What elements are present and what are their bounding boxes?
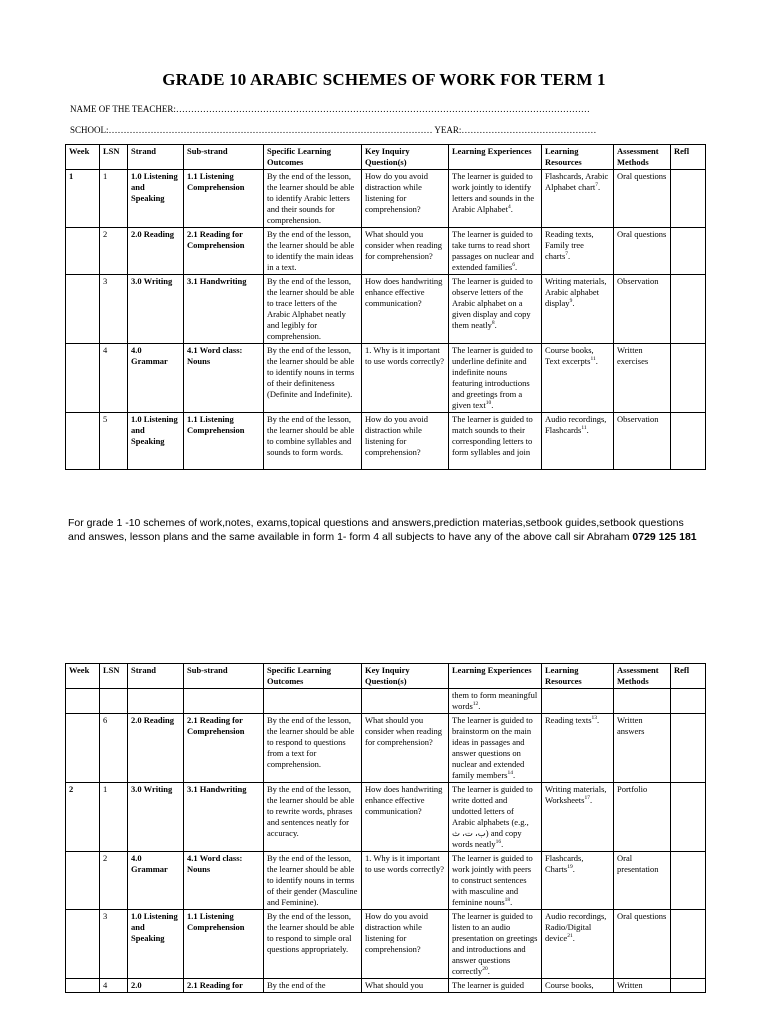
cell-lsn: 1	[100, 783, 128, 852]
footnote-ref: 21	[567, 933, 573, 940]
cell-inquiry: How do you avoid distraction while listening for comprehension?	[362, 170, 449, 228]
cell-refl	[671, 910, 706, 979]
footnote-ref: 16	[495, 839, 502, 846]
cell-refl	[671, 979, 706, 993]
table-row	[66, 714, 706, 783]
table-row	[66, 689, 706, 714]
cell-assessment: Written answers	[614, 714, 671, 783]
footnote-ref: 10	[485, 400, 492, 407]
cell-lsn: 2	[100, 852, 128, 910]
cell-inquiry: How does handwriting enhance effective communication?	[362, 783, 449, 852]
table-row	[66, 275, 706, 344]
promo-text: For grade 1 -10 schemes of work,notes, exams,topical questions and answers,prediction materias,setbook guides,setbook questions and answes, lesson plans and the same available in form 1- form 4 all subjects to have any of the above call sir Abraham	[68, 517, 684, 543]
footnote-ref: 14	[507, 770, 513, 777]
table-row	[66, 910, 706, 979]
cell-lsn: 6	[100, 714, 128, 783]
cell-resources: Writing materials, Worksheets$^{17}$.	[542, 783, 614, 852]
cell-resources	[542, 689, 614, 714]
cell-week	[66, 344, 100, 413]
footnote-ref: 11	[590, 356, 596, 363]
cell-assessment: Oral questions	[614, 228, 671, 275]
cell-lsn	[100, 689, 128, 714]
cell-resources: Writing materials, Arabic alphabet display$^9$.	[542, 275, 614, 344]
header-refl: Refl	[671, 664, 706, 689]
cell-outcomes: By the end of the lesson, the learner should be able to identify nouns in terms of their definiteness (Definite and Indefinite).	[264, 344, 362, 413]
cell-strand: 2.0	[128, 979, 184, 993]
cell-strand: 4.0 Grammar	[128, 852, 184, 910]
cell-substrand: 2.1 Reading for	[184, 979, 264, 993]
cell-resources: Audio recordings, Radio/Digital device$^{21}$.	[542, 910, 614, 979]
cell-experiences: The learner is guided to take turns to read short passages on nuclear and extended families$^6$.	[449, 228, 542, 275]
cell-experiences: The learner is guided to observe letters of the Arabic alphabet on a given display and copy them neatly$^8$.	[449, 275, 542, 344]
footnote-ref: 12	[472, 701, 479, 708]
cell-week	[66, 275, 100, 344]
cell-strand	[128, 689, 184, 714]
cell-week	[66, 413, 100, 470]
cell-assessment: Written exercises	[614, 344, 671, 413]
cell-inquiry	[362, 689, 449, 714]
table-header-row	[66, 145, 706, 170]
cell-substrand: 2.1 Reading for Comprehension	[184, 228, 264, 275]
cell-outcomes: By the end of the lesson, the learner should be able to respond to simple oral questions appropriately.	[264, 910, 362, 979]
scheme-table-2	[65, 663, 706, 993]
footnote-ref: 4	[507, 204, 511, 211]
cell-resources: Flashcards, Arabic Alphabet chart$^7$.	[542, 170, 614, 228]
header-outcomes: Specific Learning Outcomes	[264, 145, 362, 170]
cell-week	[66, 979, 100, 993]
cell-lsn: 2	[100, 228, 128, 275]
cell-week	[66, 228, 100, 275]
cell-inquiry: 1. Why is it important to use words correctly?	[362, 344, 449, 413]
table-row	[66, 228, 706, 275]
header-outcomes: Specific Learning Outcomes	[264, 664, 362, 689]
cell-strand: 1.0 Listening and Speaking	[128, 170, 184, 228]
cell-outcomes: By the end of the lesson, the learner should be able to combine syllables and sounds to form words.	[264, 413, 362, 470]
cell-outcomes: By the end of the lesson, the learner should be able to rewrite words, phrases and sentences neatly for accuracy.	[264, 783, 362, 852]
cell-refl	[671, 413, 706, 470]
table-header-row	[66, 664, 706, 689]
cell-strand: 1.0 Listening and Speaking	[128, 413, 184, 470]
cell-assessment: Oral questions	[614, 170, 671, 228]
cell-lsn: 5	[100, 413, 128, 470]
footnote-ref: 9	[569, 298, 573, 305]
cell-assessment: Observation	[614, 275, 671, 344]
header-substrand: Sub-strand	[184, 145, 264, 170]
cell-refl	[671, 228, 706, 275]
table-row	[66, 852, 706, 910]
footnote-ref: 8	[491, 320, 495, 327]
cell-substrand: 2.1 Reading for Comprehension	[184, 714, 264, 783]
school-year-field: SCHOOL:……………………………………………………………………………………………… YEAR:………………………………………	[70, 125, 597, 135]
cell-assessment: Oral questions	[614, 910, 671, 979]
cell-experiences: The learner is guided to work jointly to identify letters and sounds in the Arabic Alphabet$^4$.	[449, 170, 542, 228]
cell-outcomes: By the end of the lesson, the learner should be able to trace letters of the Arabic Alphabet neatly and legibly for comprehension.	[264, 275, 362, 344]
cell-substrand	[184, 689, 264, 714]
cell-substrand: 4.1 Word class: Nouns	[184, 344, 264, 413]
cell-substrand: 1.1 Listening Comprehension	[184, 910, 264, 979]
cell-assessment: Portfolio	[614, 783, 671, 852]
cell-lsn: 4	[100, 344, 128, 413]
header-experiences: Learning Experiences	[449, 664, 542, 689]
cell-refl	[671, 852, 706, 910]
cell-assessment: Oral presentation	[614, 852, 671, 910]
cell-strand: 1.0 Listening and Speaking	[128, 910, 184, 979]
footnote-ref: 7	[565, 251, 569, 258]
header-inquiry: Key Inquiry Question(s)	[362, 145, 449, 170]
cell-outcomes: By the end of the lesson, the learner should be able to identify the main ideas in a text.	[264, 228, 362, 275]
header-substrand: Sub-strand	[184, 664, 264, 689]
cell-refl	[671, 783, 706, 852]
cell-strand: 4.0 Grammar	[128, 344, 184, 413]
cell-lsn: 1	[100, 170, 128, 228]
cell-experiences: The learner is guided to brainstorm on the main ideas in passages and answer questions on nuclear and extended family members$^{14}$.	[449, 714, 542, 783]
footnote-ref: 7	[595, 182, 599, 189]
header-experiences: Learning Experiences	[449, 145, 542, 170]
cell-week: 2	[66, 783, 100, 852]
footnote-ref: 6	[512, 262, 515, 269]
cell-resources: Course books, Text excerpts$^{11}$.	[542, 344, 614, 413]
cell-resources: Reading texts$^{13}$.	[542, 714, 614, 783]
cell-inquiry: What should you consider when reading for comprehension?	[362, 228, 449, 275]
cell-week	[66, 852, 100, 910]
footnote-ref: 11	[581, 425, 587, 432]
cell-assessment: Written	[614, 979, 671, 993]
cell-experiences: The learner is guided to underline definite and indefinite nouns featuring introductions and greetings from a given text$^{10}$.	[449, 344, 542, 413]
footnote-ref: 13	[591, 715, 598, 722]
cell-resources: Reading texts, Family tree charts$^7$.	[542, 228, 614, 275]
cell-inquiry: What should you consider when reading for comprehension?	[362, 714, 449, 783]
scheme-table-1	[65, 144, 706, 470]
cell-resources: Flashcards, Charts$^{19}$.	[542, 852, 614, 910]
footnote-ref: 17	[584, 795, 590, 802]
header-assessment: Assessment Methods	[614, 664, 671, 689]
cell-week	[66, 910, 100, 979]
cell-strand: 3.0 Writing	[128, 275, 184, 344]
cell-refl	[671, 344, 706, 413]
header-lsn: LSN	[100, 145, 128, 170]
cell-inquiry: How do you avoid distraction while listening for comprehension?	[362, 413, 449, 470]
table-row	[66, 344, 706, 413]
cell-substrand: 1.1 Listening Comprehension	[184, 413, 264, 470]
header-inquiry: Key Inquiry Question(s)	[362, 664, 449, 689]
table-row	[66, 170, 706, 228]
header-assessment: Assessment Methods	[614, 145, 671, 170]
promo-note	[68, 516, 698, 544]
cell-strand: 2.0 Reading	[128, 228, 184, 275]
header-resources: Learning Resources	[542, 664, 614, 689]
cell-strand: 2.0 Reading	[128, 714, 184, 783]
cell-inquiry: What should you	[362, 979, 449, 993]
header-strand: Strand	[128, 145, 184, 170]
table-row	[66, 979, 706, 993]
cell-outcomes	[264, 689, 362, 714]
table-row	[66, 413, 706, 470]
cell-experiences: them to form meaningful words$^{12}$.	[449, 689, 542, 714]
cell-lsn: 4	[100, 979, 128, 993]
teacher-name-field: NAME OF THE TEACHER:…………………………………………………………………………………………………………………………	[70, 104, 590, 114]
cell-assessment: Observation	[614, 413, 671, 470]
cell-strand: 3.0 Writing	[128, 783, 184, 852]
cell-outcomes: By the end of the lesson, the learner should be able to identify nouns in terms of their gender (Masculine and Feminine).	[264, 852, 362, 910]
cell-week	[66, 689, 100, 714]
footnote-ref: 19	[567, 864, 573, 871]
cell-resources: Course books,	[542, 979, 614, 993]
cell-experiences: The learner is guided	[449, 979, 542, 993]
page-title: GRADE 10 ARABIC SCHEMES OF WORK FOR TERM 1	[162, 70, 606, 89]
footnote-ref: 20	[482, 966, 488, 973]
cell-experiences: The learner is guided to match sounds to their corresponding letters to form syllables and join	[449, 413, 542, 470]
header-refl: Refl	[671, 145, 706, 170]
cell-refl	[671, 275, 706, 344]
header-week: Week	[66, 145, 100, 170]
cell-inquiry: How does handwriting enhance effective communication?	[362, 275, 449, 344]
cell-experiences: The learner is guided to work jointly with peers to construct sentences with masculine and feminine nouns$^{18}$.	[449, 852, 542, 910]
cell-outcomes: By the end of the lesson, the learner should be able to identify Arabic letters and their sounds for comprehension.	[264, 170, 362, 228]
cell-assessment	[614, 689, 671, 714]
cell-lsn: 3	[100, 910, 128, 979]
header-week: Week	[66, 664, 100, 689]
cell-week	[66, 714, 100, 783]
cell-refl	[671, 689, 706, 714]
footnote-ref: 18	[504, 897, 511, 904]
cell-substrand: 3.1 Handwriting	[184, 275, 264, 344]
cell-refl	[671, 714, 706, 783]
cell-experiences: The learner is guided to listen to an audio presentation on greetings and introductions and answer questions correctly$^{20}$.	[449, 910, 542, 979]
cell-inquiry: How do you avoid distraction while listening for comprehension?	[362, 910, 449, 979]
cell-week: 1	[66, 170, 100, 228]
header-lsn: LSN	[100, 664, 128, 689]
cell-refl	[671, 170, 706, 228]
promo-phone: 0729 125 181	[632, 531, 697, 543]
header-resources: Learning Resources	[542, 145, 614, 170]
cell-inquiry: 1. Why is it important to use words correctly?	[362, 852, 449, 910]
cell-outcomes: By the end of the	[264, 979, 362, 993]
cell-substrand: 3.1 Handwriting	[184, 783, 264, 852]
cell-lsn: 3	[100, 275, 128, 344]
cell-outcomes: By the end of the lesson, the learner should be able to respond to questions from a text for comprehension.	[264, 714, 362, 783]
cell-resources: Audio recordings, Flashcards$^{11}$.	[542, 413, 614, 470]
table-row	[66, 783, 706, 852]
cell-experiences: The learner is guided to write dotted and undotted letters of Arabic alphabets (e.g., ب، ت، ث) and copy words neatly$^{16}$.	[449, 783, 542, 852]
cell-substrand: 1.1 Listening Comprehension	[184, 170, 264, 228]
cell-substrand: 4.1 Word class: Nouns	[184, 852, 264, 910]
header-strand: Strand	[128, 664, 184, 689]
